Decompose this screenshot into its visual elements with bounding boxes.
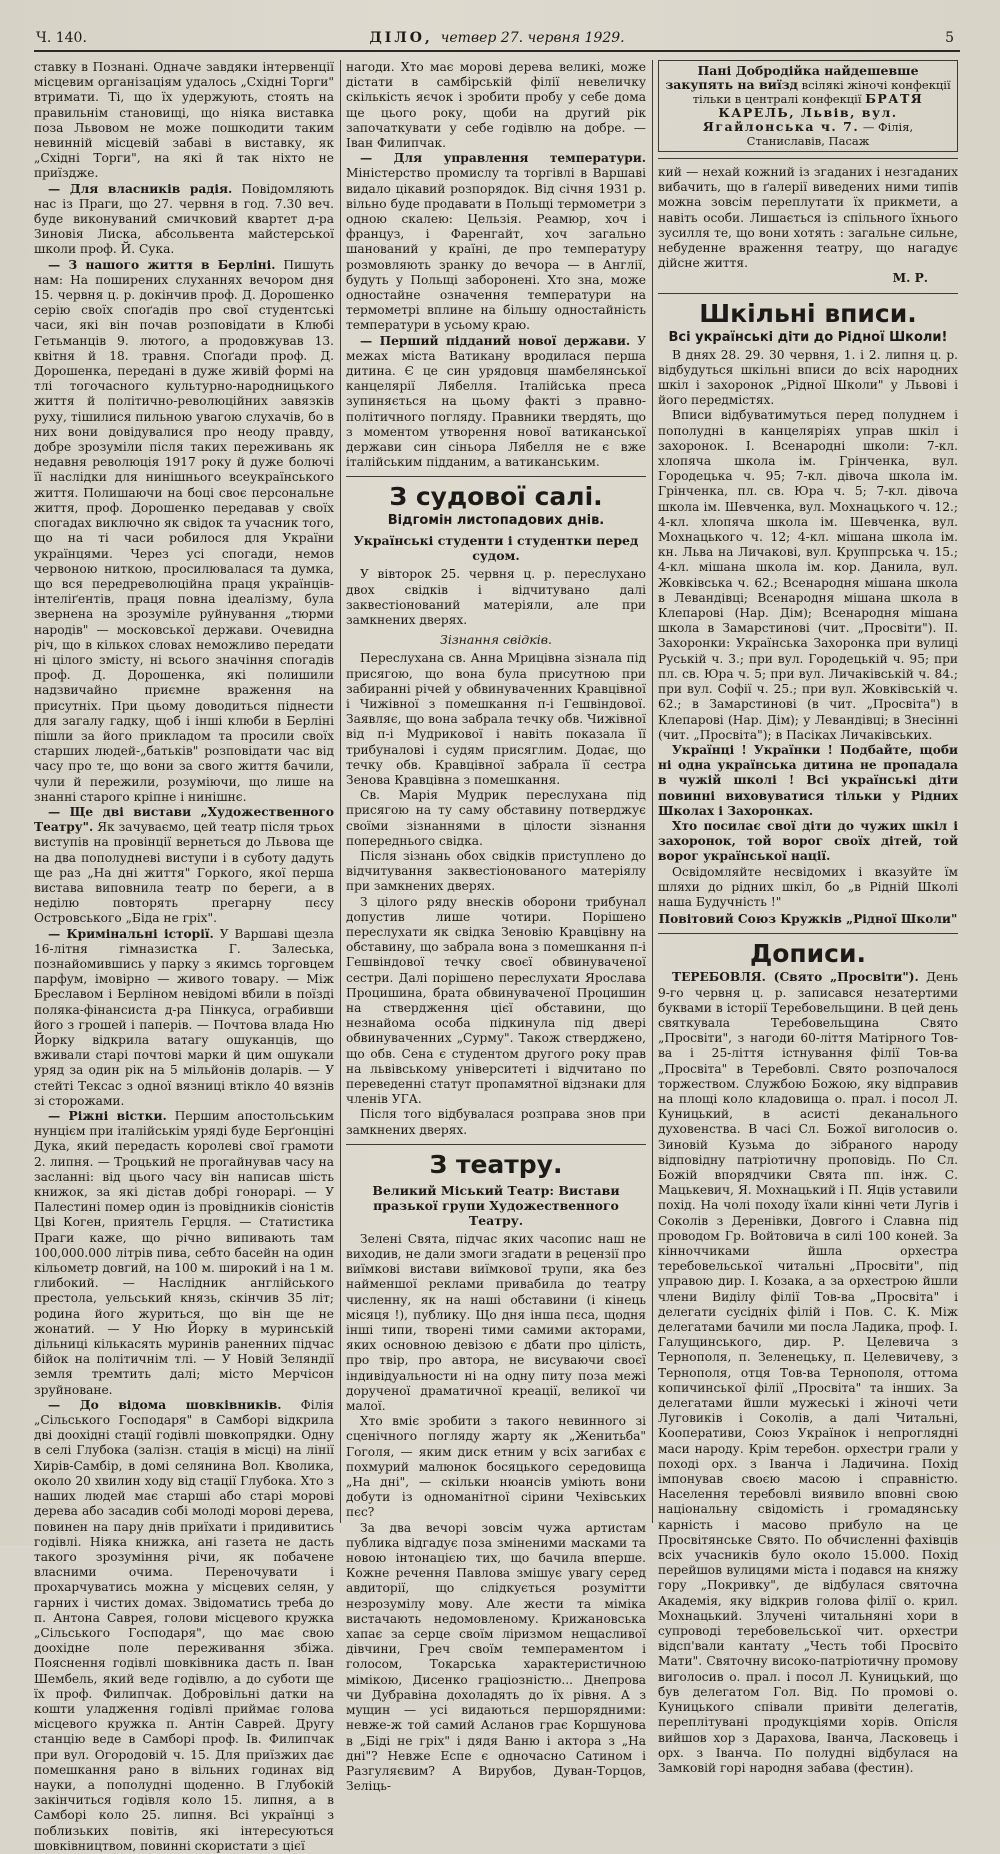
news-item-title: — До відома шовківників. <box>48 1397 282 1412</box>
article-text: В днях 28. 29. 30 червня, 1. і 2. липня ц. р. відбудуться шкільні вписи до всіх народних шкіл і захоронок „Рідної Школи" у Львові і його передмістях. <box>658 347 958 408</box>
page-number: 5 <box>945 30 954 46</box>
news-item-text: У Варшаві щезла 16-літня гімназистка Г. Залеська, познайомившись у парку з якимсь торговцем парфум, імовірно — живого товару. — Між Бреславом і Берліном невідомі вбили в поїзді поляка-фінансиста д-ра Пінкуса, ограбивши його з грошей і паперів. — Почтова влада Ню Йорку відкрила ватагу ошуканців, що вживали старі почтові марки й цим ошукали уряд за один рік на 5 мільйонів доларів. — У стейті Тексас з одної вязниці втікло 40 вязнів зі сторожами. <box>34 926 335 1108</box>
article-headline: Українські студенти і студентки перед судом. <box>353 533 639 564</box>
author-signature: М. Р. <box>892 271 928 286</box>
section-heading-reports: Дописи. <box>749 939 867 969</box>
article-text: Хто вміє зробити з такого невинного зі сценічного погляду жарту як „Женитьба" Гоголя, — яким диск етним у всіх загибах є похмурий малюнок босяцького середовища „На дні", — скільки нюансів уміють вони добути із одноманітної сірини Чехівських пєс? <box>346 1414 646 1520</box>
news-item <box>658 970 958 1776</box>
news-item-title: — Для власників радія. <box>48 181 233 196</box>
section-divider <box>346 1144 646 1145</box>
news-item-text: Філія „Сільського Господаря" в Самборі відкрила дві доохідні стації годівлі шовкопрядки. Одну в селі Глубока (залізн. стація в місці) на лінії Хирів-Самбір, в домі селянина Вол. Кволика, около 20 хвилин ходу від стації Глубока. Хто з наших людей має старші або старі морові дерева або засадив собі молоді морові дерева, повинен на пару днів приїхати і придивитись годівлі. Ніяка книжка, ані газета не дасть такого зрозуміння річи, як побачене власними очима. Переночувати і прохарчуватись можна у місцевих селян, у гарних і чистих домах. Звідоматись треба до п. Антона Саврея, голови місцевого кружка „Сільського Господаря", що має свою доохідне поле переживання збіжа. Пояснення годівлі шовківника дасть п. Іван Шембель, який веде годівлю, а до суботи ще їх проф. Филипчак. Добровільні датки на кошти уладження годівлі приймає голова місцевого кружка п. Антін Саврей. Другу станцію веде в Самборі проф. Ів. Филипчак при вул. Огородовій ч. 15. Для приїзжих дає помешкання рано в вільних годинах від науки, а пополудні щоденно. В Глубокій закінчиться годівля коло 15. липня, а в Самборі коло 25. липня. Всі українці з поблизьких повітів, які інтересуються шовківництвом, повинні скористати з цієї <box>34 1397 334 1853</box>
masthead <box>34 30 960 46</box>
column-3 <box>658 60 959 1775</box>
author-signature: Повітовий Союз Кружків „Рідної Школи" <box>658 912 958 927</box>
article-text: За два вечорі зовсім чужа артистам публика відгадує поза зміненими масками та новою інтонацією тих, що бачила вперше. Кожне речення Павлова змішує увагу серед авдиторії, що слідкується розумітти незрозумілу мову. Але жести та міміка вистачають недомовленому. Крижановська хапає за серце своїм ліризмом нещасливої дівчини, Греч своїм темпераментом і голосом, Токарська характеристичною мімікою, Дисенко граціозністю... Днепрова чи Дубравіна дохоладять до їх рівня. А з мущин — усі видаються першорядними: невже-ж той самий Асланов грає Коршунова в „Біді не гріх" і дядя Ваню і актора з „На дні"? Невже Еспе є одночасно Сатином і Разгуляєвим? А Вирубов, Дуван-Торцов, Зеліць- <box>346 1520 646 1794</box>
page-header <box>34 28 960 52</box>
news-item-text: Як зачуваємо, цей театр після трьох виступів на провінції вернеться до Львова ще на два пополудневі виступи і в суботу дадуть ще раз „На дні життя" Горкого, якої перша вистава виповнила театр по береги, а в неділю повторять прегарну пєсу Островського „Біда не гріх". <box>34 820 334 926</box>
section-divider <box>346 476 646 477</box>
news-item-title: — Кримінальні історії. <box>48 926 214 941</box>
section-divider <box>658 158 958 159</box>
news-item-text: Пишуть нам: На поширених слуханнях вечором дня 15. червня ц. р. докінчив проф. Д. Дорошенко серію своїх споґадів про свої студентські часи, які він почав розповідати в Клюбі Гетьманців 9. лютого, а продовжував 13. квітня й 18. травня. Споґади проф. Д. Дорошенка, передані в дуже живій формі на тлі тогочасного культурно-народницького життя й політично-революційних завязків руху, тішилися пильною увагою слухачів, бо в них вони довідувалися про неоду правду, добре зрозуміли після таких переживань як недавня революція 1917 року й дуже болючі її наслідки для нинішнього всеукраїнського життя. Полишаючи на боці своє персональне життя, проф. Дорошенко передавав у своїх спогадах виключно як свідок та учасник того, що на ті часи робилося для України українцями. Через усі спогади, немов червоною ниткою, просилювалася та думка, що вся передреволюційна праця українців-інтеліґентів, праця повна ідеалізму, була звернена на зрозуміле руйнування „тюрми народів" — московської держави. Очевидна річ, що в кількох словах неможливо передати ні цілого змісту, ні всього значіння спогадів проф. Д. Дорошенка, які полишили надзвичайно приємне враження на присутніх. При цьому доводиться піднести для загалу гадку, щоб і інші клюби в Берліні пішли за його прикладом та просили своїх старших людей-„батьків" розповідати час від часу про те, що вони за свого життя бачили, чули й пережили, розуміючи, що лише на знанні старого кріпне і нинішнє. <box>34 257 335 804</box>
column-1 <box>34 60 335 1853</box>
article-text: нагоди. Хто має морові дерева великі, може дістати в самбірській філії невеличку скількість яєчок і зробити пробу у себе дома ще цього року, щоби на другий рік започаткувати у себе годівлю на добре. — Іван Филипчак. <box>346 60 646 151</box>
article-text: Освідомляйте несвідомих і вказуйте їм шляхи до рідних шкіл, бо „в Рідній Школі наша Будучність !" <box>658 864 958 909</box>
news-item <box>346 151 646 333</box>
ad-text: всілякі жіночі конфекції тільки в централі конфекції <box>692 78 951 106</box>
ad-headline: Пані Добродійка найдешевше закупять на виїзд <box>665 63 919 92</box>
news-item-title: — З нашого життя в Берліні. <box>48 257 276 272</box>
news-item-text: Повідомляють нас із Праги, що 27. червня в год. 7.30 веч. буде виконуваний смичковий квартет д-ра Зиновія Лиска, абсольвента майстерської школи проф. Й. Сука. <box>34 181 335 257</box>
article-text: Українці ! Українки ! Подбайте, щоби ні одна українська дитина не пропадала в чужій школі ! Всі українські діти повинні виховуватися тільки у Рідних Школах і Захоронках. <box>658 742 958 818</box>
news-item-text: День 9-го червня ц. р. записався незатертими буквами в історії Теребовельщини. В цей день святкувала Теребовельщина Свято „Просвіти", з нагоди 60-ліття Матірного Тов-ва і 25-ліття істнування філії Тов-ва „Просвіта" в Теребовлі. Свято розпочалося торжеством. Службою Божою, яку відправив на площі коло кладовища о. прал. і посол Л. Куницький, в асисті деканального духовенства. В часі Сл. Божої виголосив о. Зиновій Кузьма до зібраного народу відповідну патріотичну проповідь. По Сл. Божій впорядчики Свята пп. інж. С. Мацькевич, Я. Мохнацький і П. Яців уставили похід. На чолі походу їхали кінні чети Лугів і Соколів з Деренівки, Довгого і Славна під проводом Гр. Войтовича в силі 100 коней. За кінноччиками йшла орхестра теребовельської читальні „Просвіти", під управою дир. І. Козака, а за орхестрою йшли члени Виділу філії Тов-ва „Просвіта" і делегати сусідніх філій і Пов. С. К. Між делегатами бачили ми посла Ладика, проф. І. Галущинського, дир. Р. Целевича з Тернополя, п. Зеленецьку, п. Целевичеву, з Тернополя, отця Тов-ва Тернополя, оттома копичинської філії „Просвіта" та інших. За делегатами йшли мужеські і жіночі чети Луговиків і Соколів, а далі Читальні, Кооперативи, Союз Українок і непроглядні маси народу. Крім теребон. орхестри грали у поході орх. з Іванча і Ладичина. Похід імпонував своєю масою і справністю. Населення теребовлі виявило вповні свою національну свідомість і громадянську карність і масово прибуло на це Просвітянське Свято. По обчисленні фахівців всіх учасників було около 15.000. Похід перейшов вулицями міста і подався на княжу гору „Покривку", де відбулася святочна Академія, яку відкрив голова філії о. крил. Мохнацький. Злучені читальняні хори в супроводі теребовельської чит. орхестри відсп'вали кантату „Честь тобі Просвіто Мати". Святочну високо-патріотичну промову виголосив о. прал. і посол Л. Куницький, що був делегатом Гол. Від. По промові о. Куницького співали привіти делегатів, переплітувані продукціями хорів. Опісля вийшов хор з Дарахова, Іванча, Ласковець і орх. з Іванча. По полудні відбулася на Замковій горі народня забава (фестин). <box>658 970 959 1775</box>
news-item-title: ТЕРЕБОВЛЯ. (Свято „Просвіти"). <box>672 970 919 985</box>
section-heading-court: З судової салі. <box>389 482 603 512</box>
section-heading-school: Шкільні вписи. <box>699 298 917 328</box>
news-item-text: Міністерство промислу та торгівлі в Варшаві видало цікавий розпорядок. Від січня 1931 р. вільно буде продавати в Польщі термометри з одною скалею: Цельзія. Реамюр, хоч і француз, і Фаренгайт, хоч загально шанований у країні, де про температуру розмовляють зранку до вечора — в Англії, будуть у Польщі заборонені. Хто зна, може одностайне означення температури на термометрі вплине на більшу одностайність температури в усьому краю. <box>346 166 646 333</box>
news-item <box>34 1109 334 1398</box>
article-text: кий — нехай кожний із згаданих і незгаданих вибачить, що в ґалерії виведених ними типів можна зовсім переплутати їх прикмети, а навіть особи. Лишається із спільного їхнього зусилля те, що вони хотять : загальне сильне, небуденне враження театру, що нагадує дійсне життя. <box>658 165 958 271</box>
section-heading-theatre: З театру. <box>429 1149 563 1179</box>
article-text: Переслухана св. Анна Мрицівна зізнала під присягою, що вона була присутною при забиранні річей у обвинуваченних Кравцівної і Чижівної з помешкання п-і Гешвіндової. Заявляє, що вона забрала течку обв. Чижівної від п-і Мудрикової і навіть показала її трибуналові і судям присяглим. Додає, що течку обв. Кравцівної забрала її сестра Зенова Кравцівна з помешкання. <box>346 651 646 787</box>
section-subheading: Всі українські діти до Рідної Школи! <box>668 329 948 345</box>
news-item-title: — Ріжні вістки. <box>48 1109 167 1124</box>
advertisement <box>658 60 958 152</box>
article-text: Вписи відбуватимуться перед полуднем і пополудні в канцеляріях управ шкіл і захоронок. І. Всенародні школи: 7-кл. хлопяча школа ім. Грінченка, вул. Городецька ч. 95; 7-кл. дівоча школа ім. Грінченка, пл. св. Юра ч. 5; 7-кл. дівоча школа ім. Шевченка, вул. Мохнацького ч. 12.; 4-кл. хлопяча школа ім. Шевченка, вул. Мохнацького ч. 12; 4-кл. мішана школа ім. кн. Льва на Личакові, вул. Круппрська ч. 15.; 4-кл. мішана школа ім. кор. Данила, вул. Жовківська ч. 62.; Всенародня мішана школа в Левандівці; Всенародня мішана школа в Клепарові (Нар. Дім); Всенародня мішана школа в Замарстинові (чит. „Просвіти"). II. Захоронки: Українська Захоронка при вулиці Руській ч. 3.; при вул. Городецькій ч. 95; при пл. св. Юра ч. 5; при вул. Личаківській ч. 84.; при вул. Софії ч. 25.; при вул. Жовківській ч. 62.; в Замарстинові (в чит. „Просвіта") в Клепарові (Нар. Дім); у Левандівці; в Знесінні (чит. „Просвіта"); в Пасіках Личаківських. <box>658 408 958 742</box>
column-divider <box>652 60 653 1523</box>
article-text: Хто посилає свої діти до чужих шкіл і захоронок, той ворог своїх дітей, той ворог української нації. <box>658 818 958 864</box>
news-item <box>34 258 334 805</box>
news-item-text: У межах міста Ватикану вродилася перша дитина. Є це син урядовця шамбелянської канцелярії Лябелля. Італійська преса зупиняється на цьому факті з правно-політичного погляду. Правники твердять, що з моментом утворення нової ватиканської держави син сіньора Лябелля не є вже італійським підданим, а ватиканським. <box>346 333 646 470</box>
news-item <box>34 182 334 258</box>
newspaper-title: ДІЛО, <box>369 30 433 46</box>
news-item-title: — Перший підданий нової держави. <box>360 333 631 348</box>
column-divider <box>340 60 341 1523</box>
article-text: У вівторок 25. червня ц. р. переслухано двох свідків і відчитувано далі заквестіонований матеріяли, але при замкнених дверях. <box>346 567 646 628</box>
ad-text: — Філія, Станиславів, Пасаж <box>746 120 914 148</box>
article-text: Після того відбувалася розправа знов при замкнених дверях. <box>346 1107 646 1137</box>
issue-number: Ч. 140. <box>36 30 87 46</box>
ad-brand: БРАТЯ КАРЕЛЬ, Львів, вул. Ягайлонська ч. 7. <box>702 91 924 134</box>
article-headline: Великий Міський Театр: Вистави празької групи Художественного Театру. <box>372 1182 620 1228</box>
column-2 <box>346 60 646 1794</box>
section-divider <box>658 933 958 934</box>
article-text: Після зізнань обох свідків приступлено до відчитування заквестіонованого матеріялу при замкнених дверях. <box>346 848 646 894</box>
article-text: Зелені Свята, підчас яких часопис наш не виходив, не дали змоги згадати в рецензії про виїмкові вистави виїмкової трупи, яка без найменшої реклами привабила до театру численну, як на наші обставини (і кінець місяця !), публику. Що дня інша пєса, щодня інші типи, творені тими самими акторами, яких основною девізою є дбати про цілість, про твір, про автора, не висуваючи своєї індивідуальности ні на одну питу поза межі дорученої драматичної креації, великої чи малої. <box>346 1231 646 1414</box>
section-divider <box>658 293 958 294</box>
news-item <box>34 805 334 927</box>
section-subheading: Відгомін листопадових днів. <box>387 513 605 529</box>
article-subheading: Зізнання свідків. <box>440 632 552 648</box>
issue-date: четвер 27. червня 1929. <box>440 30 625 46</box>
article-text: Св. Марія Мудрик переслухана під присягою на ту саму обставину потверджує своїми зізнаннями в цілости зізнання попереднього свідка. <box>346 788 646 848</box>
news-item <box>34 1398 334 1854</box>
news-item <box>346 334 646 471</box>
article-text: З цілого ряду внесків оборони трибунал допустив лише чотири. Порішено переслухати як свідка Зеновію Кравцівну на обставину, що забрала вона з помешкання п-і Гешвіндової течку своєї обвинуваченої сестри. Далі порішено переслухати Ярослава Процишина, брата обвинуваченої Процишин на ствердження цієї обставини, що незнайома особа підкинула під двері обвинуваченних „Сурму". Також стверджено, що обв. Сена є студентом другого року прав на львівському університеті і відчитано по переведенні статут пропамятної відзнаки для членів УГА. <box>346 894 646 1107</box>
news-item-title: — Для управлення температури. <box>360 151 646 166</box>
news-item-text: Першим апостольським нунцієм при італійськім уряді буде Берґонціні Дука, який передасть королеві свої грамоти 2. липня. — Троцький не прогайнував часу на засланні: від цього часу він написав шість книжок, за які дістав добрі гонорарі. — У Палестині помер один із провідників сіоністів Цві Коген, приятель Герцля. — Статистика Праги каже, що річно випивають там 100,000.000 літрів пива, себто басейн на один кільометр довгий, на 100 м. широкий і на 1 м. глибокий. — Наслідник англійського престола, уельський князь, скінчив 35 літ; родина його журиться, що він ще не жонатий. — У Ню Йорку в муринській дільниці кількасять муринів раненних підчас бійок на політичнім тлі. — У Новій Зеляндії земля тремтить далі; місто Мерчісон зруйноване. <box>34 1109 334 1397</box>
news-item-title: — Ще дві вистави „Художественного Театру". <box>34 804 334 835</box>
article-text: ставку в Познані. Одначе завдяки інтервенції місцевим організаціям удалось „Східні Торги" втримати. Ті, що їх удержують, стоять на правильнім становищі, що ніяка виставка поза Львовом не може пошкодити таким невинній місцевій забаві в виставку, як „Східні Торги", на які й так ніхто не приїздже. <box>34 60 334 181</box>
news-item <box>34 927 334 1109</box>
